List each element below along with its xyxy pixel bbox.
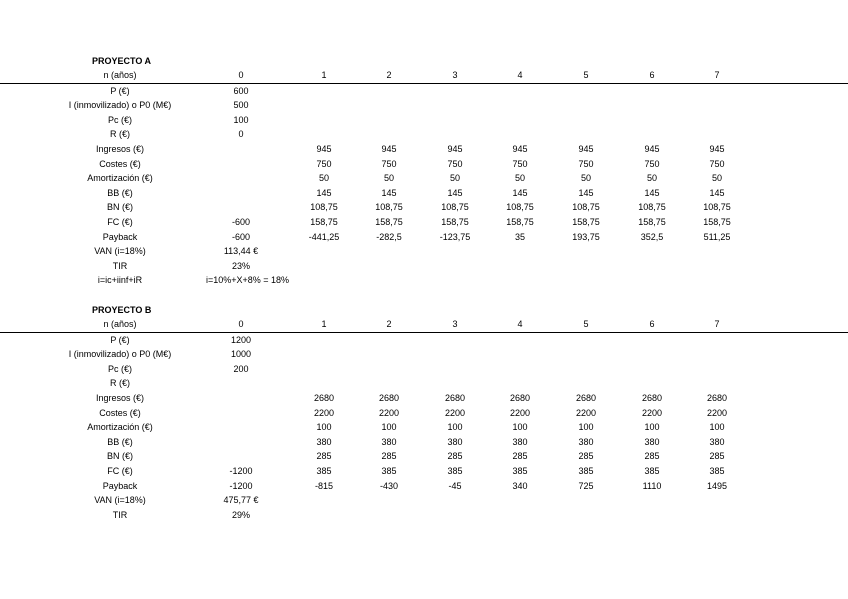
cell-year-2: -430 (379, 480, 398, 491)
cell-year-3: 145 (447, 187, 463, 198)
project-b-table (0, 317, 848, 522)
table-row (0, 420, 848, 435)
cell-year-2: 2680 (378, 392, 400, 403)
cell-year-5: 285 (578, 451, 594, 462)
cell-year-0: -1200 (229, 465, 253, 476)
row-label: P (€) (110, 85, 130, 96)
header-year-5: 5 (583, 319, 589, 329)
cell-year-2: -282,5 (376, 231, 402, 242)
cell-year-6: 145 (644, 187, 660, 198)
table-row (0, 200, 848, 215)
table-row (0, 406, 848, 421)
table-row (0, 362, 848, 377)
table-row (0, 157, 848, 172)
cell-year-3: -45 (448, 480, 462, 491)
cell-year-6: 2200 (641, 407, 663, 418)
row-label: BB (€) (107, 436, 133, 447)
cell-year-2: 158,75 (375, 216, 403, 227)
cell-year-5: 385 (578, 465, 594, 476)
cell-year-1: -815 (314, 480, 333, 491)
header-year-7: 7 (714, 70, 720, 80)
cell-year-3: 50 (449, 173, 460, 184)
row-label: I (inmovilizado) o P0 (M€) (68, 349, 172, 360)
cell-year-3: 385 (447, 465, 463, 476)
cell-year-7: 385 (709, 465, 725, 476)
cell-year-1: 100 (316, 422, 332, 433)
cell-year-0: 113,44 € (223, 246, 259, 257)
cell-year-7: 2680 (706, 392, 728, 403)
row-label: BN (€) (106, 202, 133, 213)
cell-year-0: -600 (231, 216, 250, 227)
cell-year-4: 2200 (509, 407, 531, 418)
table-row (0, 449, 848, 464)
header-year-3: 3 (452, 70, 458, 80)
row-label: I (inmovilizado) o P0 (M€) (68, 100, 172, 111)
row-label: VAN (i=18%) (94, 246, 146, 257)
cell-year-3: 2200 (444, 407, 466, 418)
table-row (0, 171, 848, 186)
cell-year-7: 108,75 (703, 202, 731, 213)
header-row (0, 317, 848, 333)
cell-year-7: 100 (709, 422, 725, 433)
cell-year-6: 750 (644, 158, 660, 169)
table-row (0, 127, 848, 142)
cell-year-0: 500 (233, 100, 249, 111)
cell-year-6: 108,75 (638, 202, 666, 213)
row-label: Pc (€) (107, 114, 132, 125)
header-year-5: 5 (583, 70, 589, 80)
cell-year-3: -123,75 (439, 231, 471, 242)
cell-year-0: 29% (231, 509, 250, 520)
row-label: Pc (€) (107, 363, 132, 374)
table-row (0, 113, 848, 128)
row-label: Costes (€) (99, 407, 141, 418)
cell-year-4: 158,75 (506, 216, 534, 227)
cell-year-4: 340 (512, 480, 528, 491)
row-label: BB (€) (107, 187, 133, 198)
row-label: R (€) (110, 378, 130, 389)
cell-year-1: 385 (316, 465, 332, 476)
header-year-7: 7 (714, 319, 720, 329)
row-label: FC (€) (107, 465, 133, 476)
row-label: Payback (102, 231, 138, 242)
header-row (0, 68, 848, 84)
table-row (0, 479, 848, 494)
row-label: Payback (102, 480, 138, 491)
header-year-2: 2 (386, 70, 392, 80)
cell-year-4: 385 (512, 465, 528, 476)
row-label: BN (€) (106, 451, 133, 462)
header-year-3: 3 (452, 319, 458, 329)
cell-year-5: 725 (578, 480, 594, 491)
cell-year-7: 158,75 (703, 216, 731, 227)
cell-year-7: 380 (709, 436, 725, 447)
cell-year-1: -441,25 (308, 231, 340, 242)
cell-year-3: 158,75 (441, 216, 469, 227)
cell-year-5: 108,75 (572, 202, 600, 213)
cell-year-2: 108,75 (375, 202, 403, 213)
header-year-6: 6 (649, 319, 655, 329)
row-label: P (€) (110, 334, 130, 345)
row-label: Ingresos (€) (95, 392, 145, 403)
cell-year-7: 750 (709, 158, 725, 169)
row-label: VAN (i=18%) (94, 495, 146, 506)
cell-year-6: 352,5 (640, 231, 664, 242)
row-label: Costes (€) (99, 158, 141, 169)
table-row (0, 215, 848, 230)
cell-year-7: 1495 (706, 480, 728, 491)
table-row (0, 259, 848, 274)
table-row (0, 493, 848, 508)
cell-year-2: 385 (381, 465, 397, 476)
cell-year-0: 23% (231, 260, 250, 271)
header-year-2: 2 (386, 319, 392, 329)
cell-year-3: 2680 (444, 392, 466, 403)
cell-year-6: 2680 (641, 392, 663, 403)
header-year-6: 6 (649, 70, 655, 80)
table-row (0, 508, 848, 523)
header-year-4: 4 (517, 319, 523, 329)
header-label: n (años) (103, 319, 137, 329)
row-label: i=ic+iinf+iR (97, 275, 143, 286)
cell-year-0: 1200 (230, 334, 252, 345)
cell-year-3: 108,75 (441, 202, 469, 213)
cell-year-3: 945 (447, 143, 463, 154)
cell-year-6: 285 (644, 451, 660, 462)
row-label: Amortización (€) (87, 173, 153, 184)
cell-year-6: 100 (644, 422, 660, 433)
cell-year-0: i=10%+X+8% = 18% (206, 275, 290, 286)
header-year-1: 1 (321, 70, 327, 80)
row-label: Ingresos (€) (95, 143, 145, 154)
project-a-title: PROYECTO A (92, 56, 152, 66)
cell-year-1: 2200 (313, 407, 335, 418)
cell-year-4: 945 (512, 143, 528, 154)
header-label: n (años) (103, 70, 137, 80)
cell-year-7: 511,25 (703, 231, 731, 242)
table-row (0, 230, 848, 245)
cell-year-0: 0 (238, 129, 244, 140)
cell-year-7: 145 (709, 187, 725, 198)
row-label: Amortización (€) (87, 422, 153, 433)
cell-year-5: 193,75 (572, 231, 600, 242)
cell-year-4: 380 (512, 436, 528, 447)
cell-year-4: 35 (514, 231, 525, 242)
cell-year-3: 750 (447, 158, 463, 169)
cell-year-4: 145 (512, 187, 528, 198)
cell-year-6: 385 (644, 465, 660, 476)
cell-year-4: 750 (512, 158, 528, 169)
table-row (0, 435, 848, 450)
cell-year-7: 285 (709, 451, 725, 462)
cell-year-0: -1200 (229, 480, 253, 491)
cell-year-5: 2680 (575, 392, 597, 403)
cell-year-6: 945 (644, 143, 660, 154)
header-year-1: 1 (321, 319, 327, 329)
cell-year-5: 2200 (575, 407, 597, 418)
cell-year-2: 945 (381, 143, 397, 154)
cell-year-1: 750 (316, 158, 332, 169)
row-label: FC (€) (107, 216, 133, 227)
cell-year-5: 50 (580, 173, 591, 184)
cell-year-5: 145 (578, 187, 594, 198)
cell-year-1: 2680 (313, 392, 335, 403)
table-row (0, 142, 848, 157)
project-b-title: PROYECTO B (92, 305, 152, 315)
cell-year-4: 100 (512, 422, 528, 433)
cell-year-4: 108,75 (506, 202, 534, 213)
cell-year-3: 100 (447, 422, 463, 433)
header-year-0: 0 (238, 70, 244, 80)
header-year-0: 0 (238, 319, 244, 329)
cell-year-7: 2200 (706, 407, 728, 418)
cell-year-2: 380 (381, 436, 397, 447)
cell-year-2: 145 (381, 187, 397, 198)
cell-year-0: 200 (233, 363, 249, 374)
table-row (0, 273, 848, 288)
cell-year-0: -600 (231, 231, 250, 242)
row-label: R (€) (110, 129, 130, 140)
cell-year-2: 2200 (378, 407, 400, 418)
cell-year-5: 100 (578, 422, 594, 433)
cell-year-4: 285 (512, 451, 528, 462)
cell-year-1: 158,75 (310, 216, 338, 227)
table-row (0, 347, 848, 362)
cell-year-1: 285 (316, 451, 332, 462)
cell-year-1: 108,75 (310, 202, 338, 213)
cell-year-2: 100 (381, 422, 397, 433)
cell-year-1: 50 (318, 173, 329, 184)
row-label: TIR (112, 260, 128, 271)
table-row (0, 84, 848, 99)
cell-year-2: 50 (383, 173, 394, 184)
cell-year-1: 380 (316, 436, 332, 447)
cell-year-1: 945 (316, 143, 332, 154)
cell-year-5: 945 (578, 143, 594, 154)
table-row (0, 391, 848, 406)
cell-year-5: 380 (578, 436, 594, 447)
project-a-table (0, 68, 848, 288)
table-row (0, 333, 848, 348)
cell-year-6: 158,75 (638, 216, 666, 227)
cell-year-0: 1000 (230, 349, 252, 360)
cell-year-0: 600 (233, 85, 249, 96)
table-row (0, 244, 848, 259)
cell-year-6: 1110 (642, 480, 662, 491)
cell-year-0: 100 (233, 114, 249, 125)
cell-year-3: 380 (447, 436, 463, 447)
cell-year-0: 475,77 € (223, 495, 259, 506)
cell-year-7: 50 (711, 173, 722, 184)
row-label: TIR (112, 509, 128, 520)
cell-year-1: 145 (316, 187, 332, 198)
cell-year-2: 285 (381, 451, 397, 462)
cell-year-3: 285 (447, 451, 463, 462)
cell-year-5: 158,75 (572, 216, 600, 227)
cell-year-5: 750 (578, 158, 594, 169)
cell-year-4: 50 (514, 173, 525, 184)
cell-year-7: 945 (709, 143, 725, 154)
header-year-4: 4 (517, 70, 523, 80)
table-row (0, 376, 848, 391)
table-row (0, 98, 848, 113)
cell-year-4: 2680 (509, 392, 531, 403)
table-row (0, 186, 848, 201)
table-row (0, 464, 848, 479)
cell-year-6: 50 (646, 173, 657, 184)
cell-year-2: 750 (381, 158, 397, 169)
cell-year-6: 380 (644, 436, 660, 447)
